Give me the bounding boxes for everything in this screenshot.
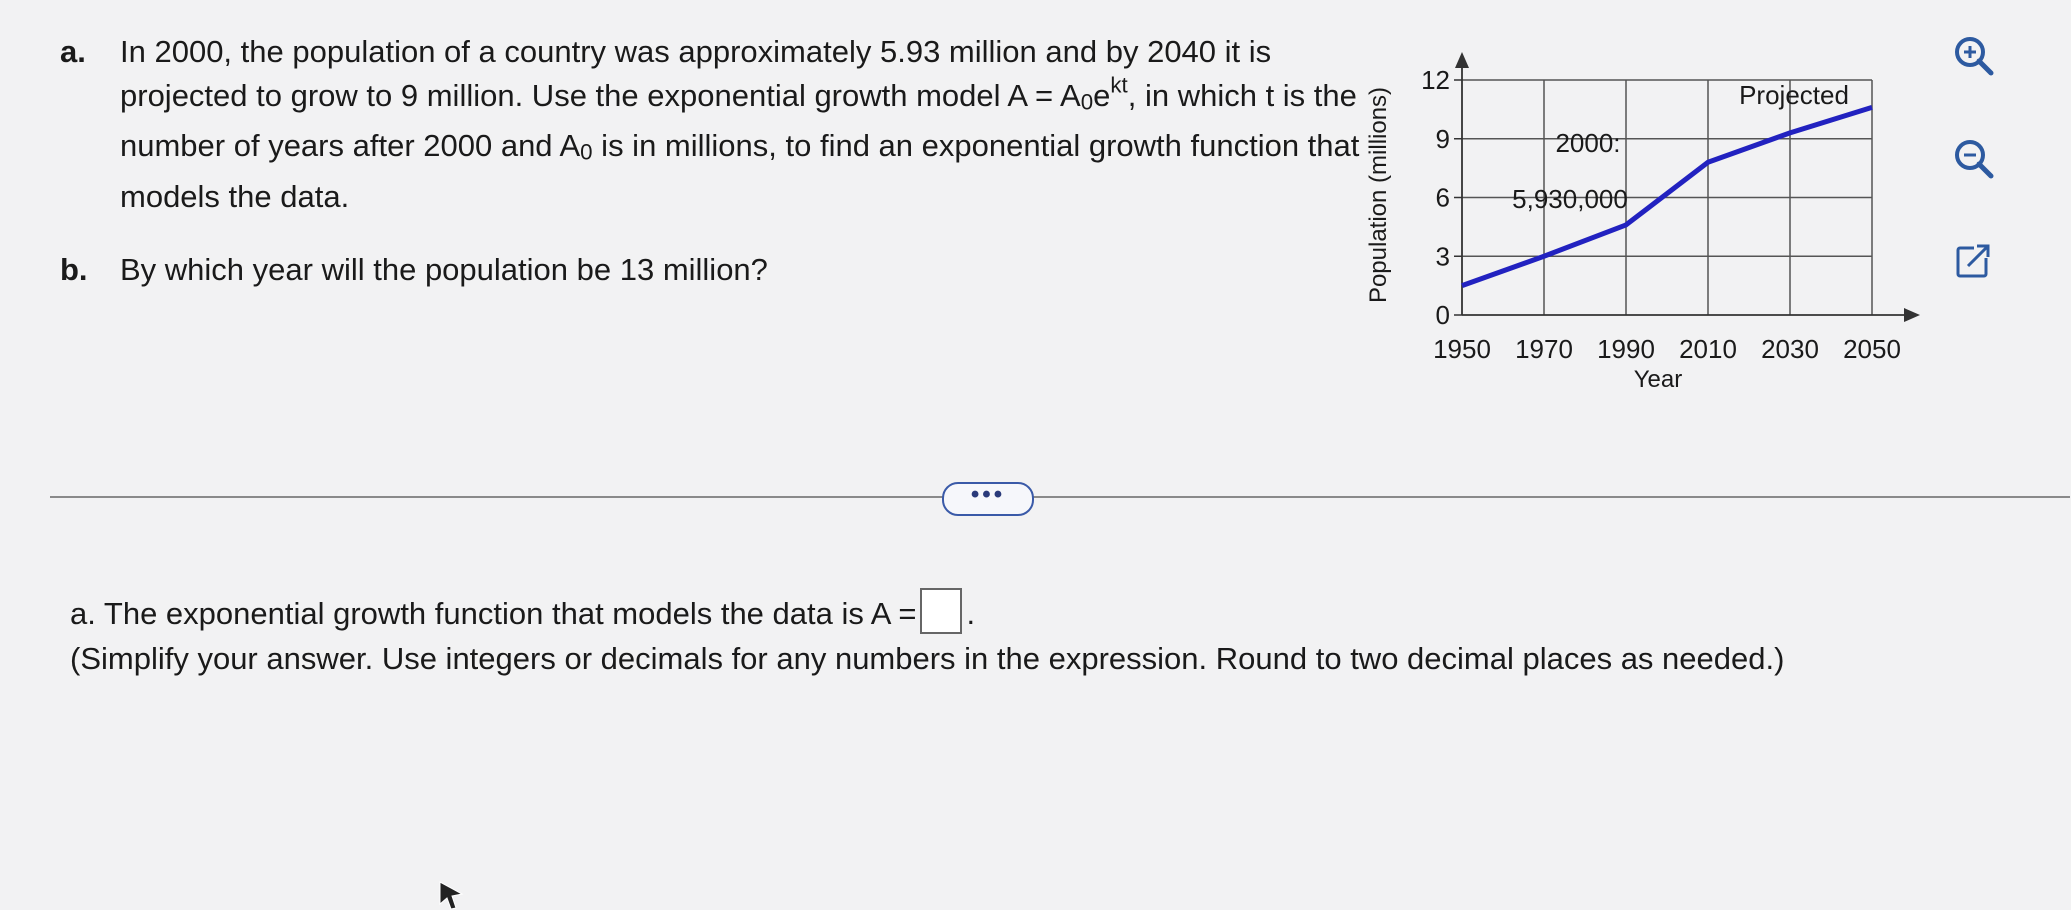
part-b-text: By which year will the population be 13 million? [120, 252, 768, 287]
pop-2000-annotation: 5,930,000 [1512, 184, 1628, 214]
y-tick-labels [1421, 65, 1450, 330]
projected-annotation: Projected [1739, 80, 1849, 110]
x-tick-1970: 1970 [1515, 334, 1573, 364]
x-axis-label: Year [1633, 366, 1683, 393]
answer-part-a [70, 588, 975, 637]
x-axis-arrow [1904, 308, 1920, 322]
section-divider [50, 496, 2070, 498]
y-axis-arrow [1455, 52, 1469, 68]
x-tick-1990: 1990 [1597, 334, 1655, 364]
zoom-out-icon[interactable] [1950, 135, 1996, 181]
y-tick-9: 9 [1435, 123, 1450, 154]
y-axis-label: Population (millions) [1365, 86, 1392, 304]
part-a-text: In 2000, the population of a country was approximately 5.93 million and by 2040 it is projected to grow to 9 million. Use the exponential growth model $A = A_0e^{kt}$, in which t is the number of years after 2000 and $A_0$ is in millions, to find an exponential growth function that models the data. [120, 34, 1360, 214]
x-tick-1950: 1950 [1433, 334, 1491, 364]
x-tick-labels [1433, 334, 1901, 364]
year-2000-annotation: 2000: [1555, 128, 1621, 158]
answer-input-box[interactable] [920, 588, 962, 634]
answer-prefix: a. The exponential growth function that models the data is A = [70, 596, 917, 631]
answer-hint: (Simplify your answer. Use integers or decimals for any numbers in the expression. Round to two decimal places as needed.) [70, 641, 1785, 676]
y-tick-12: 12 [1421, 65, 1450, 95]
mouse-cursor-icon [438, 880, 468, 910]
part-b-label: b. [60, 252, 88, 287]
y-tick-3: 3 [1435, 241, 1450, 272]
population-chart [1350, 30, 1930, 400]
more-options-button[interactable]: ••• [942, 482, 1034, 516]
x-tick-2030: 2030 [1761, 334, 1819, 364]
answer-suffix: . [966, 596, 976, 631]
y-tick-0: 0 [1435, 300, 1450, 330]
popout-icon[interactable] [1950, 238, 1996, 284]
part-a-label: a. [60, 34, 86, 69]
x-tick-2050: 2050 [1843, 334, 1901, 364]
y-tick-6: 6 [1435, 182, 1450, 213]
zoom-in-icon[interactable] [1950, 32, 1996, 78]
x-tick-2010: 2010 [1679, 334, 1737, 364]
